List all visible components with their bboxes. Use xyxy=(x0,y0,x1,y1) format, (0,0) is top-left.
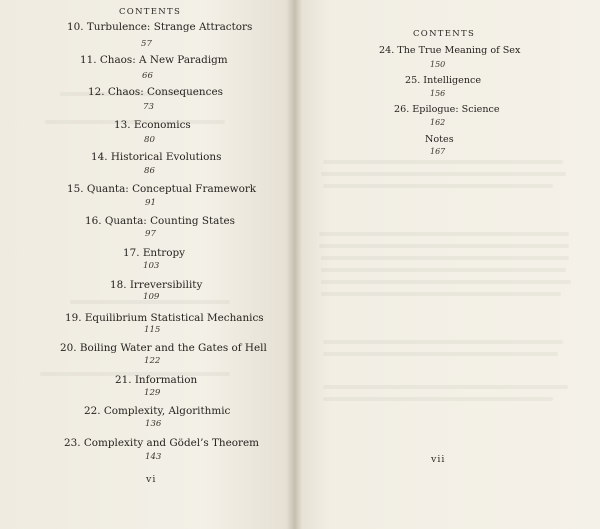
toc-entry-title: 25. Intelligence xyxy=(405,75,482,86)
toc-entry-title: 12. Chaos: Consequences xyxy=(88,86,223,98)
toc-entry-title: Notes xyxy=(425,134,454,145)
toc-entry-title: 19. Equilibrium Statistical Mechanics xyxy=(65,312,264,324)
toc-entry-page: 162 xyxy=(430,118,446,127)
toc-entry-page: 80 xyxy=(144,135,155,145)
toc-entry-page: 115 xyxy=(144,325,161,335)
toc-entry-page: 103 xyxy=(143,261,160,271)
toc-entry-page: 73 xyxy=(143,102,154,112)
right-page xyxy=(293,0,600,529)
toc-entry-page: 97 xyxy=(145,229,156,239)
toc-entry-title: 10. Turbulence: Strange Attractors xyxy=(67,21,253,33)
toc-entry-title: 20. Boiling Water and the Gates of Hell xyxy=(60,342,267,354)
toc-entry-page: 129 xyxy=(144,388,161,398)
toc-entry-title: 15. Quanta: Conceptual Framework xyxy=(67,183,257,195)
toc-entry-title: 23. Complexity and Gödel’s Theorem xyxy=(64,437,259,449)
toc-entry-title: 16. Quanta: Counting States xyxy=(85,215,235,227)
toc-entry-title: 11. Chaos: A New Paradigm xyxy=(80,54,228,66)
toc-entry-title: 21. Information xyxy=(115,374,198,386)
left-page xyxy=(0,0,293,529)
toc-entry-title: 17. Entropy xyxy=(123,247,186,259)
toc-entry-title: 22. Complexity, Algorithmic xyxy=(84,405,231,417)
toc-entry-title: 13. Economics xyxy=(114,119,191,131)
toc-entry-page: 167 xyxy=(430,147,446,156)
toc-entry-page: 136 xyxy=(145,419,162,429)
toc-entry-title: 24. The True Meaning of Sex xyxy=(379,45,521,56)
toc-entry-page: 86 xyxy=(144,166,155,176)
left-page-folio: vi xyxy=(146,474,157,485)
toc-entry-title: 26. Epilogue: Science xyxy=(394,104,500,115)
toc-entry-page: 91 xyxy=(145,198,156,208)
left-page-heading: CONTENTS xyxy=(119,7,182,17)
right-page-folio: vii xyxy=(431,454,446,465)
toc-entry-page: 143 xyxy=(145,452,162,462)
toc-entry-page: 156 xyxy=(430,89,446,98)
toc-entry-page: 57 xyxy=(141,39,152,49)
toc-entry-page: 150 xyxy=(430,60,446,69)
right-page-heading: CONTENTS xyxy=(413,29,476,39)
toc-entry-title: 14. Historical Evolutions xyxy=(91,151,222,163)
toc-entry-page: 109 xyxy=(143,292,160,302)
toc-entry-page: 66 xyxy=(142,71,153,81)
toc-entry-title: 18. Irreversibility xyxy=(110,279,203,291)
toc-entry-page: 122 xyxy=(144,356,161,366)
